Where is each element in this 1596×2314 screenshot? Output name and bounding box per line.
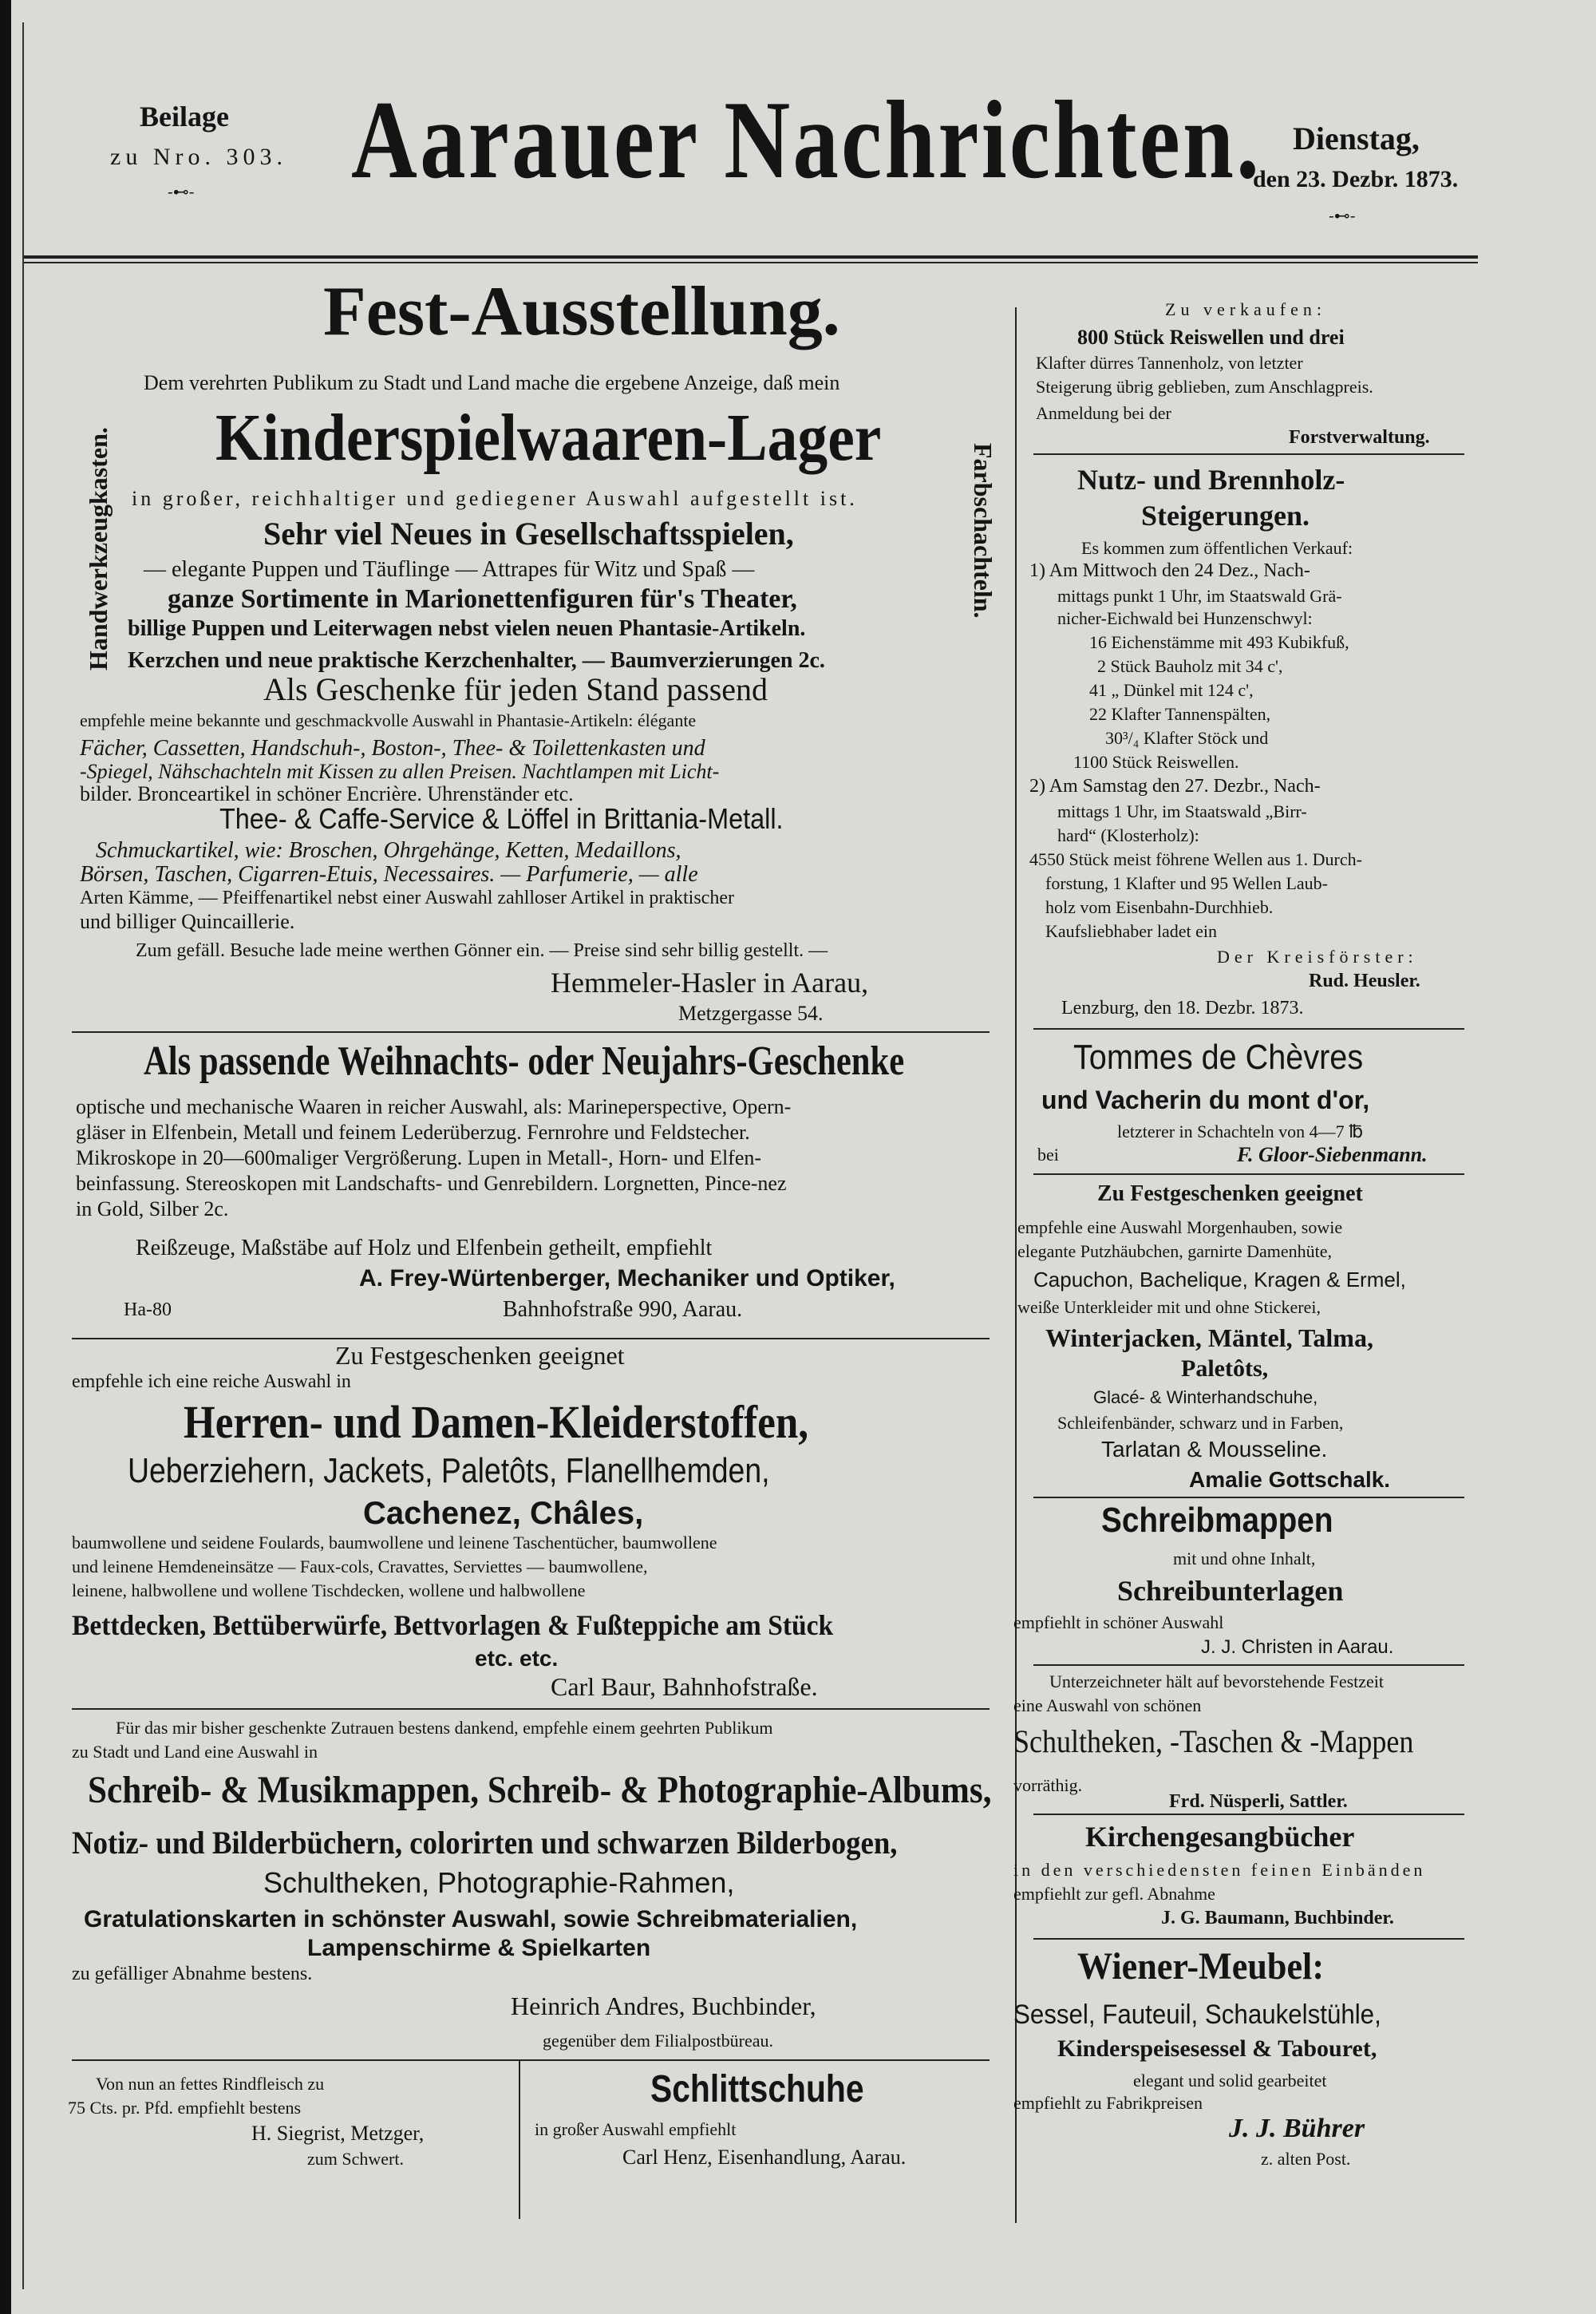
rule-r5	[1033, 1664, 1464, 1666]
reiswellen-line-1: Zu verkaufen:	[1165, 299, 1326, 319]
christen-line-1: mit und ohne Inhalt,	[1173, 1549, 1316, 1568]
baur-line-9: etc. etc.	[475, 1646, 559, 1671]
nuesperli-signature: Frd. Nüsperli, Sattler.	[1169, 1791, 1348, 1812]
optik-line-2: gläser in Elfenbein, Metall und feinem Lederüberzug. Fernrohre und Feldstecher.	[76, 1121, 750, 1144]
reiswellen-line-4: Steigerung übrig geblieben, zum Anschlagpreis.	[1036, 377, 1373, 397]
baur-line-3: Ueberziehern, Jackets, Paletôts, Flanellhemden,	[128, 1451, 770, 1490]
optik-line-4: beinfassung. Stereoskopen mit Landschafts- und Genrebildern. Lorgnetten, Pince-nez	[76, 1172, 787, 1195]
tommes-signature: F. Gloor-Siebenmann.	[1237, 1143, 1428, 1166]
fest-line-14: Börsen, Taschen, Cigarren-Etuis, Necessaires. — Parfumerie, — alle	[80, 862, 698, 887]
brennholz-line-15: forstung, 1 Klafter und 95 Wellen Laub-	[1045, 873, 1329, 893]
baur-line-8: Bettdecken, Bettüberwürfe, Bettvorlagen & Fußteppiche am Stück	[72, 1609, 834, 1641]
optik-title: Als passende Weihnachts- oder Neujahrs-Geschenke	[144, 1038, 905, 1084]
henz-line-1: in großer Auswahl empfiehlt	[535, 2119, 737, 2139]
gottschalk-line-6: Paletôts,	[1181, 1355, 1269, 1382]
rule-2	[72, 1338, 990, 1339]
bottom-divider	[519, 2059, 520, 2219]
rule-r1	[1033, 453, 1464, 455]
tommes-title: Tommes de Chèvres	[1073, 1038, 1364, 1077]
fest-line-2: Sehr viel Neues in Gesellschaftsspielen,	[263, 516, 794, 552]
henz-signature: Carl Henz, Eisenhandlung, Aarau.	[622, 2146, 907, 2169]
reiswellen-line-2: 800 Stück Reiswellen und drei	[1077, 326, 1345, 349]
fest-line-15: Arten Kämme, — Pfeiffenartikel nebst einer Auswahl zahlloser Artikel in praktischer	[80, 888, 734, 908]
column-divider	[1015, 307, 1017, 2223]
baur-line-4: Cachenez, Châles,	[363, 1496, 644, 1531]
fest-line-9: Fächer, Cassetten, Handschuh-, Boston-, Thee- & Toilettenkasten und	[80, 736, 705, 761]
issue-number: zu Nro. 303.	[110, 144, 287, 170]
baumann-signature: J. G. Baumann, Buchbinder.	[1161, 1908, 1394, 1928]
siegrist-line-2: 75 Cts. pr. Pfd. empfiehlt bestens	[68, 2098, 302, 2118]
gottschalk-signature: Amalie Gottschalk.	[1189, 1467, 1391, 1492]
gottschalk-line-5: Winterjacken, Mäntel, Talma,	[1045, 1323, 1373, 1352]
buehrer-title: Wiener-Meubel:	[1077, 1945, 1325, 1988]
brennholz-title-1: Nutz- und Brennholz-	[1077, 464, 1345, 496]
fest-line-6: Kerzchen und neue praktische Kerzchenhalter, — Baumverzierungen 2c.	[128, 648, 825, 673]
fest-address: Metzgergasse 54.	[678, 1002, 824, 1025]
christen-signature: J. J. Christen in Aarau.	[1201, 1636, 1394, 1658]
gottschalk-line-9: Tarlatan & Mousseline.	[1101, 1437, 1328, 1462]
optik-line-5: in Gold, Silber 2c.	[76, 1197, 229, 1220]
brennholz-line-6: 2 Stück Bauholz mit 34 c',	[1097, 656, 1283, 676]
scan-edge	[0, 0, 11, 2314]
andres-signature: Heinrich Andres, Buchbinder,	[511, 1992, 816, 2020]
brennholz-line-18: Der Kreisförster:	[1217, 947, 1418, 967]
fest-line-11: bilder. Bronceartikel in schöner Encrière. Uhrenständer etc.	[80, 782, 574, 805]
andres-line-5: Gratulationskarten in schönster Auswahl, sowie Schreibmaterialien,	[84, 1906, 858, 1932]
baur-line-6: und leinene Hemdeneinsätze — Faux-cols, Cravattes, Serviettes — baumwollene,	[72, 1557, 648, 1576]
gottschalk-line-8: Schleifenbänder, schwarz und in Farben,	[1057, 1413, 1344, 1433]
reiswellen-line-5: Anmeldung bei der	[1036, 403, 1171, 423]
brennholz-line-5: 16 Eichenstämme mit 493 Kubikfuß,	[1089, 632, 1349, 652]
optik-signature: A. Frey-Würtenberger, Mechaniker und Optiker,	[359, 1265, 895, 1291]
masthead-rule-thin	[24, 262, 1478, 263]
fest-line-10: -Spiegel, Nähschachteln mit Kissen zu allen Preisen. Nachtlampen mit Licht-	[80, 760, 720, 783]
tommes-line-1: und Vacherin du mont d'or,	[1041, 1086, 1370, 1114]
brennholz-line-17: Kaufsliebhaber ladet ein	[1045, 921, 1218, 941]
buehrer-line-2: Kinderspeisesessel & Tabouret,	[1057, 2035, 1377, 2062]
buehrer-line-4: empfiehlt zu Fabrikpreisen	[1013, 2093, 1203, 2113]
tommes-line-3: bei	[1037, 1145, 1059, 1165]
weekday: Dienstag,	[1293, 121, 1420, 156]
nuesperli-title: Schultheken, -Taschen & -Mappen	[1013, 1723, 1414, 1759]
baur-signature: Carl Baur, Bahnhofstraße.	[551, 1672, 818, 1701]
baur-title: Herren- und Damen-Kleiderstoffen,	[184, 1396, 808, 1448]
fest-line-16: und billiger Quincaillerie.	[80, 910, 295, 933]
fest-line-7: Als Geschenke für jeden Stand passend	[263, 671, 768, 707]
fest-line-1: in großer, reichhaltiger und gediegener Auswahl aufgestellt ist.	[132, 487, 858, 510]
baur-line-5: baumwollene und seidene Foulards, baumwollene und leinene Taschentücher, baumwollene	[72, 1533, 717, 1553]
fest-signature: Hemmeler-Hasler in Aarau,	[551, 967, 869, 999]
gottschalk-line-3: Capuchon, Bachelique, Kragen & Ermel,	[1033, 1268, 1406, 1291]
brennholz-line-4: nicher-Eichwald bei Hunzenschwyl:	[1057, 608, 1313, 628]
andres-line-7: zu gefälliger Abnahme bestens.	[72, 1964, 313, 1984]
nuesperli-line-2: eine Auswahl von schönen	[1013, 1695, 1202, 1715]
brennholz-line-2: 1) Am Mittwoch den 24 Dez., Nach-	[1029, 560, 1310, 581]
ornament-left: -⊷-	[168, 182, 195, 201]
fest-line-3: — elegante Puppen und Täuflinge — Attrapes für Witz und Spaß —	[144, 557, 755, 582]
optik-line-6: Reißzeuge, Maßstäbe auf Holz und Elfenbein getheilt, empfiehlt	[136, 1236, 713, 1260]
brennholz-line-11: 2) Am Samstag den 27. Dezbr., Nach-	[1029, 776, 1321, 797]
ornament-right: -⊷-	[1329, 206, 1356, 225]
optik-ha: Ha-80	[124, 1299, 172, 1320]
fest-side-left: Handwerkzeugkasten.	[84, 427, 113, 670]
buehrer-line-3: elegant und solid gearbeitet	[1133, 2071, 1327, 2091]
brennholz-line-1: Es kommen zum öffentlichen Verkauf:	[1081, 538, 1353, 558]
fest-lager: Kinderspielwaaren-Lager	[215, 401, 882, 475]
masthead-rule	[24, 255, 1478, 259]
rule-1	[72, 1031, 990, 1033]
gottschalk-line-7: Glacé- & Winterhandschuhe,	[1093, 1387, 1318, 1407]
andres-line-1: Für das mir bisher geschenkte Zutrauen bestens dankend, empfehle einem geehrten Publikum	[116, 1718, 773, 1738]
rule-r3	[1033, 1173, 1464, 1175]
baur-line-2: empfehle ich eine reiche Auswahl in	[72, 1371, 351, 1392]
optik-line-1: optische und mechanische Waaren in reicher Auswahl, als: Marineperspective, Opern-	[76, 1095, 792, 1118]
optik-address: Bahnhofstraße 990, Aarau.	[503, 1297, 743, 1322]
reiswellen-line-3: Klafter dürres Tannenholz, von letzter	[1036, 353, 1303, 373]
issue-date: den 23. Dezbr. 1873.	[1253, 166, 1459, 192]
andres-title: Schreib- & Musikmappen, Schreib- & Photographie-Albums,	[88, 1769, 992, 1811]
reiswellen-signature: Forstverwaltung.	[1289, 427, 1430, 448]
rule-3	[72, 1708, 990, 1710]
buehrer-line-5: z. alten Post.	[1261, 2149, 1351, 2169]
brennholz-line-12: mittags 1 Uhr, im Staatswald „Birr-	[1057, 801, 1307, 821]
brennholz-line-19: Rud. Heusler.	[1309, 971, 1420, 991]
brennholz-line-3: mittags punkt 1 Uhr, im Staatswald Grä-	[1057, 586, 1342, 606]
brennholz-line-13: hard“ (Klosterholz):	[1057, 825, 1199, 845]
baumann-line-1: in den verschiedensten feinen Einbänden	[1013, 1860, 1426, 1880]
fest-side-right: Farbschachteln.	[969, 443, 998, 619]
brennholz-title-2: Steigerungen.	[1141, 500, 1310, 532]
henz-title: Schlittschuhe	[650, 2068, 864, 2110]
gottschalk-line-4: weiße Unterkleider mit und ohne Stickerei,	[1017, 1297, 1321, 1317]
nuesperli-line-3: vorräthig.	[1013, 1775, 1083, 1795]
brennholz-line-9: 30³/₄ Klafter Stöck und	[1105, 728, 1269, 748]
fest-line-8: empfehle meine bekannte und geschmackvolle Auswahl in Phantasie-Artikeln: élégante	[80, 710, 697, 730]
baur-line-7: leinene, halbwollene und wollene Tischdecken, wollene und halbwollene	[72, 1580, 586, 1600]
siegrist-line-4: zum Schwert.	[307, 2149, 404, 2169]
rule-r2	[1033, 1028, 1464, 1030]
fest-line-12: Thee- & Caffe-Service & Löffel in Brittania-Metall.	[219, 802, 784, 835]
andres-line-4: Schultheken, Photographie-Rahmen,	[263, 1866, 735, 1899]
optik-line-3: Mikroskope in 20—600maliger Vergrößerung. Lupen in Metall-, Horn- und Elfen-	[76, 1146, 762, 1169]
rule-4	[72, 2059, 990, 2061]
brennholz-line-16: holz vom Eisenbahn-Durchhieb.	[1045, 897, 1274, 917]
christen-line-2: Schreibunterlagen	[1117, 1575, 1344, 1607]
fest-line-13: Schmuckartikel, wie: Broschen, Ohrgehänge, Ketten, Medaillons,	[96, 838, 681, 863]
fest-line-4: ganze Sortimente in Marionettenfiguren für's Theater,	[168, 584, 797, 614]
fest-line-5: billige Puppen und Leiterwagen nebst vielen neuen Phantasie-Artikeln.	[128, 616, 806, 641]
gottschalk-line-2: elegante Putzhäubchen, garnirte Damenhüte,	[1017, 1241, 1333, 1261]
nuesperli-line-1: Unterzeichneter hält auf bevorstehende Festzeit	[1049, 1671, 1385, 1691]
fest-line-17: Zum gefäll. Besuche lade meine werthen Gönner ein. — Preise sind sehr billig gestellt. —	[136, 940, 828, 961]
baur-line-1: Zu Festgeschenken geeignet	[335, 1341, 625, 1370]
andres-line-2: zu Stadt und Land eine Auswahl in	[72, 1742, 318, 1762]
buehrer-line-1: Sessel, Fauteuil, Schaukelstühle,	[1013, 2000, 1381, 2030]
christen-line-3: empfiehlt in schöner Auswahl	[1013, 1612, 1224, 1632]
rule-r4	[1033, 1497, 1464, 1498]
baumann-title: Kirchengesangbücher	[1085, 1821, 1355, 1853]
brennholz-line-20: Lenzburg, den 18. Dezbr. 1873.	[1061, 998, 1304, 1019]
beilage-label: Beilage	[140, 101, 229, 133]
christen-title: Schreibmappen	[1101, 1501, 1333, 1540]
brennholz-line-7: 41 „ Dünkel mit 124 c',	[1089, 680, 1254, 700]
rule-r6	[1033, 1814, 1464, 1815]
siegrist-line-3: H. Siegrist, Metzger,	[251, 2122, 425, 2145]
siegrist-line-1: Von nun an fettes Rindfleisch zu	[96, 2074, 325, 2094]
brennholz-line-8: 22 Klafter Tannenspälten,	[1089, 704, 1271, 724]
buehrer-signature: J. J. Bührer	[1229, 2114, 1365, 2143]
fest-intro: Dem verehrten Publikum zu Stadt und Land mache die ergebene Anzeige, daß mein	[144, 371, 840, 394]
newspaper-title: Aarauer Nachrichten.	[351, 78, 1262, 202]
baumann-line-2: empfiehlt zur gefl. Abnahme	[1013, 1884, 1215, 1904]
andres-line-3: Notiz- und Bilderbüchern, colorirten und schwarzen Bilderbogen,	[72, 1825, 898, 1861]
andres-address: gegenüber dem Filialpostbüreau.	[543, 2031, 773, 2051]
andres-line-6: Lampenschirme & Spielkarten	[307, 1935, 651, 1961]
gottschalk-line-1: empfehle eine Auswahl Morgenhauben, sowie	[1017, 1217, 1343, 1237]
brennholz-line-10: 1100 Stück Reiswellen.	[1073, 752, 1239, 772]
tommes-line-2: letzterer in Schachteln von 4—7 ℔	[1117, 1121, 1364, 1141]
brennholz-line-14: 4550 Stück meist föhrene Wellen aus 1. Durch-	[1029, 849, 1362, 869]
gottschalk-title: Zu Festgeschenken geeignet	[1097, 1181, 1363, 1206]
rule-r7	[1033, 1938, 1464, 1940]
fest-title: Fest-Ausstellung.	[323, 273, 840, 350]
